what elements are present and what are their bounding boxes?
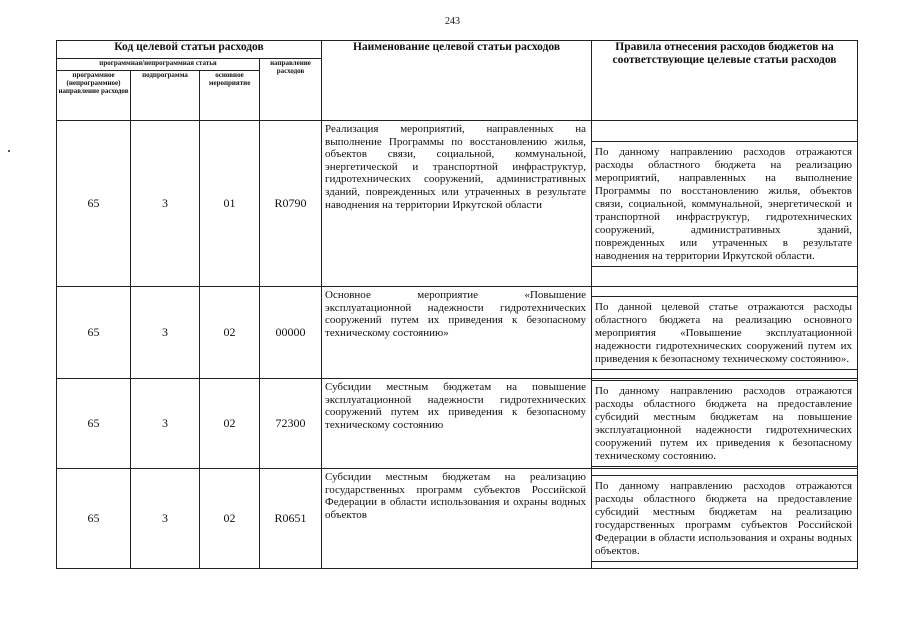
header-direction: направление расходов (260, 59, 322, 121)
table-row (57, 121, 858, 287)
cell-subprogram: 3 (131, 379, 200, 469)
cell-program: 65 (57, 287, 131, 379)
rule-text: По данному направлению расходов отражаются расходы областного бюджета на предоставление субсидий местным бюджетам на реализацию государственных программ субъектов Российской Федерации в области использования и охраны водных объектов. (592, 475, 857, 562)
rule-text: По данному направлению расходов отражаются расходы областного бюджета на реализацию мероприятий, направленных на выполнение Программы по восстановлению жилья, объектов связи, социальной, коммунальной, энергетической и транспортной инфраструктур, гидротехнических сооружений, административных зданий, поврежденных или утраченных в результате наводнения на территории Иркутской области. (592, 141, 857, 267)
cell-subprogram: 3 (131, 469, 200, 569)
table-row (57, 379, 858, 469)
cell-program: 65 (57, 379, 131, 469)
cell-main-event: 02 (200, 287, 260, 379)
cell-main-event: 01 (200, 121, 260, 287)
cell-rule (592, 469, 858, 569)
cell-rule (592, 121, 858, 287)
cell-direction: R0651 (260, 469, 322, 569)
cell-name: Субсидии местным бюджетам на реализацию государственных программ субъектов Российской Федерации в области использования и охраны водных объектов (322, 469, 592, 569)
cell-name: Субсидии местным бюджетам на повышение эксплуатационной надежности гидротехнических сооружений путем их приведения к безопасному техническому состоянию (322, 379, 592, 469)
cell-main-event: 02 (200, 469, 260, 569)
budget-classification-table (56, 40, 858, 569)
cell-program: 65 (57, 469, 131, 569)
cell-subprogram: 3 (131, 287, 200, 379)
header-name: Наименование целевой статьи расходов (322, 41, 592, 121)
cell-subprogram: 3 (131, 121, 200, 287)
cell-rule (592, 287, 858, 379)
rule-text: По данному направлению расходов отражаются расходы областного бюджета на предоставление субсидий местным бюджетам на повышение эксплуатационной надежности гидротехнических сооружений путем их приведения к безопасному техническому состоянию. (592, 380, 857, 467)
cell-direction: R0790 (260, 121, 322, 287)
rule-text: По данной целевой статье отражаются расходы областного бюджета на реализацию основного мероприятия «Повышение эксплуатационной надежности гидротехнических сооружений путем их приведения к безопасному техническому состоянию». (592, 296, 857, 370)
cell-main-event: 02 (200, 379, 260, 469)
table-row (57, 287, 858, 379)
table-row (57, 469, 858, 569)
cell-direction: 00000 (260, 287, 322, 379)
header-main-event: основное мероприятие (200, 71, 260, 121)
page-number: 243 (445, 16, 460, 27)
cell-rule (592, 379, 858, 469)
cell-program: 65 (57, 121, 131, 287)
scan-speck (8, 150, 10, 152)
cell-name: Основное мероприятие «Повышение эксплуатационной надежности гидротехнических сооружений путем их приведения к безопасному техническому состоянию» (322, 287, 592, 379)
header-rules: Правила отнесения расходов бюджетов на соответствующие целевые статьи расходов (592, 41, 858, 121)
header-program-group: программная/непрограммная статья (57, 59, 260, 71)
header-code-group: Код целевой статьи расходов (57, 41, 322, 59)
header-row-1 (57, 41, 858, 59)
cell-name: Реализация мероприятий, направленных на выполнение Программы по восстановлению жилья, объектов связи, социальной, коммунальной, энергетической и транспортной инфраструктур, гидротехнических сооружений, административных зданий, поврежденных или утраченных в результате наводнения на территории Иркутской области (322, 121, 592, 287)
header-program: программное (непрограммное) направление расходов (57, 71, 131, 121)
header-subprogram: подпрограмма (131, 71, 200, 121)
cell-direction: 72300 (260, 379, 322, 469)
